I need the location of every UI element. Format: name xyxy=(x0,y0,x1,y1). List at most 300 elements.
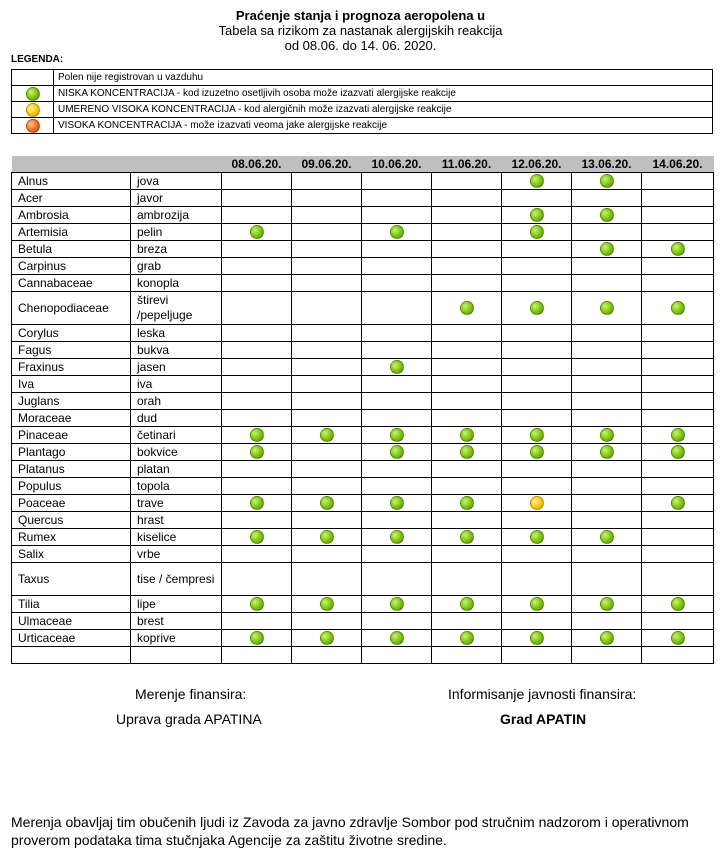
concentration-cell xyxy=(572,275,642,292)
concentration-cell xyxy=(222,190,292,207)
latin-name: Betula xyxy=(12,241,131,258)
concentration-cell xyxy=(222,529,292,546)
green-circle-icon xyxy=(390,496,404,510)
latin-name: Corylus xyxy=(12,325,131,342)
latin-name: Cannabaceae xyxy=(12,275,131,292)
concentration-cell xyxy=(292,647,362,664)
green-circle-icon xyxy=(671,428,685,442)
date-header: 09.06.20. xyxy=(292,156,362,173)
concentration-cell xyxy=(362,342,432,359)
green-circle-icon xyxy=(250,631,264,645)
legend-row xyxy=(12,86,713,102)
local-name: bokvice xyxy=(131,444,222,461)
concentration-cell xyxy=(222,292,292,325)
local-name: lipe xyxy=(131,596,222,613)
concentration-cell xyxy=(502,325,572,342)
local-name: konopla xyxy=(131,275,222,292)
concentration-cell xyxy=(292,207,362,224)
latin-name: Carpinus xyxy=(12,258,131,275)
local-name: tise / čempresi xyxy=(131,563,222,596)
green-circle-icon xyxy=(390,360,404,374)
green-circle-icon xyxy=(600,597,614,611)
latin-name: Salix xyxy=(12,546,131,563)
concentration-cell xyxy=(502,292,572,325)
local-name: hrast xyxy=(131,512,222,529)
concentration-cell xyxy=(292,292,362,325)
concentration-cell xyxy=(432,207,502,224)
concentration-cell xyxy=(362,613,432,630)
concentration-cell xyxy=(222,427,292,444)
table-row xyxy=(12,529,714,546)
yellow-circle-icon xyxy=(530,496,544,510)
concentration-cell xyxy=(642,596,714,613)
table-row xyxy=(12,393,714,410)
concentration-cell xyxy=(362,444,432,461)
green-circle-icon xyxy=(530,631,544,645)
table-row xyxy=(12,613,714,630)
concentration-cell xyxy=(432,461,502,478)
concentration-cell xyxy=(642,512,714,529)
green-circle-icon xyxy=(530,174,544,188)
legend-text: VISOKA KONCENTRACIJA - može izazvati veoma jake alergijske reakcije xyxy=(54,118,713,134)
concentration-cell xyxy=(362,546,432,563)
concentration-cell xyxy=(572,613,642,630)
table-row xyxy=(12,596,714,613)
latin-name: Rumex xyxy=(12,529,131,546)
concentration-cell xyxy=(362,495,432,512)
latin-name: Fraxinus xyxy=(12,359,131,376)
concentration-cell xyxy=(292,563,362,596)
concentration-cell xyxy=(572,342,642,359)
latin-name xyxy=(12,647,131,664)
concentration-cell xyxy=(292,529,362,546)
local-name: pelin xyxy=(131,224,222,241)
table-row xyxy=(12,630,714,647)
concentration-cell xyxy=(222,224,292,241)
concentration-cell xyxy=(642,630,714,647)
concentration-cell xyxy=(362,325,432,342)
green-circle-icon xyxy=(250,428,264,442)
concentration-cell xyxy=(432,630,502,647)
table-row xyxy=(12,325,714,342)
concentration-cell xyxy=(222,173,292,190)
green-circle-icon xyxy=(390,428,404,442)
table-row xyxy=(12,292,714,325)
concentration-cell xyxy=(642,495,714,512)
concentration-cell xyxy=(222,342,292,359)
green-circle-icon xyxy=(671,242,685,256)
legend-row xyxy=(12,118,713,134)
legend-text: UMERENO VISOKA KONCENTRACIJA - kod alergičnih može izazvati alergijske reakcije xyxy=(54,102,713,118)
local-name: jasen xyxy=(131,359,222,376)
concentration-cell xyxy=(222,546,292,563)
legend-table xyxy=(11,69,713,134)
concentration-cell xyxy=(432,410,502,427)
concentration-cell xyxy=(222,647,292,664)
concentration-cell xyxy=(642,325,714,342)
green-circle-icon xyxy=(250,597,264,611)
table-row xyxy=(12,410,714,427)
concentration-cell xyxy=(642,342,714,359)
concentration-cell xyxy=(292,512,362,529)
green-circle-icon xyxy=(530,301,544,315)
concentration-cell xyxy=(222,393,292,410)
concentration-cell xyxy=(572,546,642,563)
table-row xyxy=(12,647,714,664)
concentration-cell xyxy=(362,359,432,376)
table-row xyxy=(12,241,714,258)
green-circle-icon xyxy=(390,445,404,459)
green-circle-icon xyxy=(320,530,334,544)
concentration-cell xyxy=(502,224,572,241)
concentration-cell xyxy=(222,495,292,512)
latin-name: Quercus xyxy=(12,512,131,529)
concentration-cell xyxy=(222,241,292,258)
local-name: orah xyxy=(131,393,222,410)
green-circle-icon xyxy=(320,597,334,611)
title-line-1: Praćenje stanja i prognoza aeropolena u xyxy=(235,8,486,23)
concentration-cell xyxy=(362,275,432,292)
concentration-cell xyxy=(502,647,572,664)
concentration-cell xyxy=(642,292,714,325)
table-row xyxy=(12,478,714,495)
concentration-cell xyxy=(642,444,714,461)
concentration-cell xyxy=(432,495,502,512)
concentration-cell xyxy=(572,596,642,613)
concentration-cell xyxy=(222,359,292,376)
concentration-cell xyxy=(642,376,714,393)
green-circle-icon xyxy=(671,631,685,645)
concentration-cell xyxy=(502,427,572,444)
concentration-cell xyxy=(222,478,292,495)
local-name: iva xyxy=(131,376,222,393)
green-circle-icon xyxy=(530,597,544,611)
green-circle-icon xyxy=(390,597,404,611)
local-name: vrbe xyxy=(131,546,222,563)
concentration-cell xyxy=(362,190,432,207)
local-name: bukva xyxy=(131,342,222,359)
concentration-cell xyxy=(432,647,502,664)
concentration-cell xyxy=(362,393,432,410)
concentration-cell xyxy=(292,461,362,478)
latin-name: Alnus xyxy=(12,173,131,190)
concentration-cell xyxy=(572,376,642,393)
concentration-cell xyxy=(222,207,292,224)
green-circle-icon xyxy=(530,208,544,222)
concentration-cell xyxy=(292,495,362,512)
concentration-cell xyxy=(362,563,432,596)
concentration-cell xyxy=(292,173,362,190)
info-funding-value: Grad APATIN xyxy=(500,711,587,727)
concentration-cell xyxy=(362,258,432,275)
green-circle-icon xyxy=(600,242,614,256)
concentration-cell xyxy=(572,241,642,258)
concentration-cell xyxy=(572,647,642,664)
concentration-cell xyxy=(222,376,292,393)
concentration-cell xyxy=(292,630,362,647)
measure-funding-label: Merenje finansira: xyxy=(135,686,247,702)
latin-name: Pinaceae xyxy=(12,427,131,444)
concentration-cell xyxy=(502,275,572,292)
green-circle-icon xyxy=(390,530,404,544)
local-name: ambrozija xyxy=(131,207,222,224)
concentration-cell xyxy=(222,563,292,596)
concentration-cell xyxy=(222,410,292,427)
latin-name: Taxus xyxy=(12,563,131,596)
concentration-cell xyxy=(432,444,502,461)
table-row xyxy=(12,359,714,376)
table-row xyxy=(12,224,714,241)
concentration-cell xyxy=(572,410,642,427)
green-circle-icon xyxy=(671,597,685,611)
concentration-cell xyxy=(362,376,432,393)
concentration-cell xyxy=(432,596,502,613)
table-row xyxy=(12,563,714,596)
concentration-cell xyxy=(432,325,502,342)
concentration-cell xyxy=(502,393,572,410)
concentration-cell xyxy=(642,359,714,376)
concentration-cell xyxy=(292,342,362,359)
concentration-cell xyxy=(642,478,714,495)
concentration-cell xyxy=(362,596,432,613)
document-title xyxy=(0,8,721,53)
concentration-cell xyxy=(292,444,362,461)
local-name: breza xyxy=(131,241,222,258)
concentration-cell xyxy=(572,173,642,190)
concentration-cell xyxy=(502,613,572,630)
green-circle-icon xyxy=(320,631,334,645)
concentration-cell xyxy=(432,275,502,292)
local-name: leska xyxy=(131,325,222,342)
date-header: 12.06.20. xyxy=(502,156,572,173)
concentration-cell xyxy=(502,529,572,546)
concentration-cell xyxy=(432,258,502,275)
table-row xyxy=(12,512,714,529)
concentration-cell xyxy=(642,613,714,630)
latin-name: Ulmaceae xyxy=(12,613,131,630)
latin-name: Juglans xyxy=(12,393,131,410)
concentration-cell xyxy=(432,376,502,393)
green-circle-icon xyxy=(530,445,544,459)
latin-name: Acer xyxy=(12,190,131,207)
legend-icon-cell xyxy=(12,102,54,118)
table-row xyxy=(12,258,714,275)
concentration-cell xyxy=(572,393,642,410)
concentration-cell xyxy=(362,529,432,546)
table-row xyxy=(12,444,714,461)
concentration-cell xyxy=(572,529,642,546)
concentration-cell xyxy=(292,393,362,410)
concentration-cell xyxy=(572,495,642,512)
title-line-2: Tabela sa rizikom za nastanak alergijskih reakcija xyxy=(218,23,503,38)
latin-name: Urticaceae xyxy=(12,630,131,647)
local-name: grab xyxy=(131,258,222,275)
concentration-cell xyxy=(502,630,572,647)
green-circle-icon xyxy=(600,530,614,544)
table-row xyxy=(12,275,714,292)
table-row xyxy=(12,427,714,444)
concentration-cell xyxy=(362,241,432,258)
concentration-cell xyxy=(362,224,432,241)
concentration-cell xyxy=(292,359,362,376)
local-name: kiselice xyxy=(131,529,222,546)
concentration-cell xyxy=(432,173,502,190)
legend-icon-cell xyxy=(12,70,54,86)
red-circle-icon xyxy=(26,119,40,133)
latin-name: Fagus xyxy=(12,342,131,359)
concentration-cell xyxy=(642,427,714,444)
date-header: 10.06.20. xyxy=(362,156,432,173)
date-header: 11.06.20. xyxy=(432,156,502,173)
concentration-cell xyxy=(292,325,362,342)
green-circle-icon xyxy=(600,445,614,459)
info-funding-label: Informisanje javnosti finansira: xyxy=(448,686,637,702)
green-circle-icon xyxy=(460,597,474,611)
concentration-cell xyxy=(292,613,362,630)
concentration-cell xyxy=(642,461,714,478)
concentration-cell xyxy=(572,224,642,241)
green-circle-icon xyxy=(460,530,474,544)
concentration-cell xyxy=(502,173,572,190)
table-row xyxy=(12,495,714,512)
concentration-cell xyxy=(432,546,502,563)
concentration-cell xyxy=(642,275,714,292)
green-circle-icon xyxy=(250,496,264,510)
concentration-cell xyxy=(362,410,432,427)
concentration-cell xyxy=(222,461,292,478)
local-name: topola xyxy=(131,478,222,495)
concentration-cell xyxy=(502,376,572,393)
green-circle-icon xyxy=(600,208,614,222)
concentration-cell xyxy=(432,224,502,241)
concentration-cell xyxy=(572,190,642,207)
concentration-cell xyxy=(572,478,642,495)
local-name: dud xyxy=(131,410,222,427)
concentration-cell xyxy=(432,427,502,444)
concentration-cell xyxy=(572,427,642,444)
green-circle-icon xyxy=(250,445,264,459)
green-circle-icon xyxy=(320,496,334,510)
latin-name: Poaceae xyxy=(12,495,131,512)
legend-label: LEGENDA: xyxy=(11,54,64,65)
concentration-cell xyxy=(572,207,642,224)
concentration-cell xyxy=(642,410,714,427)
table-row xyxy=(12,173,714,190)
title-line-3: od 08.06. do 14. 06. 2020. xyxy=(284,38,437,53)
table-row xyxy=(12,376,714,393)
concentration-cell xyxy=(222,613,292,630)
concentration-cell xyxy=(292,241,362,258)
concentration-cell xyxy=(642,224,714,241)
measure-funding-value: Uprava grada APATINA xyxy=(116,711,262,727)
green-circle-icon xyxy=(530,225,544,239)
concentration-cell xyxy=(222,444,292,461)
table-row xyxy=(12,190,714,207)
concentration-cell xyxy=(572,444,642,461)
green-circle-icon xyxy=(460,428,474,442)
green-circle-icon xyxy=(600,301,614,315)
concentration-cell xyxy=(642,190,714,207)
concentration-cell xyxy=(292,275,362,292)
concentration-cell xyxy=(572,325,642,342)
latin-name: Populus xyxy=(12,478,131,495)
latin-name: Ambrosia xyxy=(12,207,131,224)
green-circle-icon xyxy=(671,445,685,459)
concentration-cell xyxy=(502,563,572,596)
concentration-cell xyxy=(292,596,362,613)
concentration-cell xyxy=(642,546,714,563)
local-name: jova xyxy=(131,173,222,190)
concentration-cell xyxy=(362,512,432,529)
local-name: koprive xyxy=(131,630,222,647)
concentration-cell xyxy=(502,207,572,224)
concentration-cell xyxy=(292,546,362,563)
legend-row xyxy=(12,102,713,118)
green-circle-icon xyxy=(390,631,404,645)
concentration-cell xyxy=(362,173,432,190)
concentration-cell xyxy=(502,546,572,563)
concentration-cell xyxy=(432,359,502,376)
concentration-cell xyxy=(222,275,292,292)
concentration-cell xyxy=(432,478,502,495)
concentration-cell xyxy=(432,613,502,630)
concentration-cell xyxy=(362,292,432,325)
table-row xyxy=(12,546,714,563)
concentration-cell xyxy=(432,292,502,325)
concentration-cell xyxy=(432,563,502,596)
concentration-cell xyxy=(502,512,572,529)
local-name xyxy=(131,647,222,664)
green-circle-icon xyxy=(320,428,334,442)
concentration-cell xyxy=(502,190,572,207)
concentration-cell xyxy=(432,512,502,529)
green-circle-icon xyxy=(671,496,685,510)
concentration-cell xyxy=(572,258,642,275)
green-circle-icon xyxy=(26,87,40,101)
concentration-cell xyxy=(642,563,714,596)
latin-name: Artemisia xyxy=(12,224,131,241)
latin-name: Platanus xyxy=(12,461,131,478)
concentration-cell xyxy=(572,512,642,529)
concentration-cell xyxy=(642,173,714,190)
concentration-cell xyxy=(292,224,362,241)
concentration-cell xyxy=(362,427,432,444)
yellow-circle-icon xyxy=(26,103,40,117)
concentration-cell xyxy=(362,207,432,224)
legend-text: NISKA KONCENTRACIJA - kod izuzetno osetljivih osoba može izazvati alergijske reakcije xyxy=(54,86,713,102)
concentration-cell xyxy=(502,241,572,258)
concentration-cell xyxy=(362,478,432,495)
concentration-cell xyxy=(292,190,362,207)
legend-icon-cell xyxy=(12,86,54,102)
latin-name: Iva xyxy=(12,376,131,393)
date-header: 08.06.20. xyxy=(222,156,292,173)
concentration-cell xyxy=(502,495,572,512)
concentration-cell xyxy=(222,258,292,275)
latin-name: Moraceae xyxy=(12,410,131,427)
green-circle-icon xyxy=(460,631,474,645)
concentration-cell xyxy=(572,563,642,596)
latin-name: Tilia xyxy=(12,596,131,613)
local-name: platan xyxy=(131,461,222,478)
legend-text: Polen nije registrovan u vazduhu xyxy=(54,70,713,86)
concentration-cell xyxy=(222,596,292,613)
date-header: 13.06.20. xyxy=(572,156,642,173)
green-circle-icon xyxy=(250,530,264,544)
concentration-cell xyxy=(292,258,362,275)
concentration-cell xyxy=(642,241,714,258)
green-circle-icon xyxy=(600,174,614,188)
